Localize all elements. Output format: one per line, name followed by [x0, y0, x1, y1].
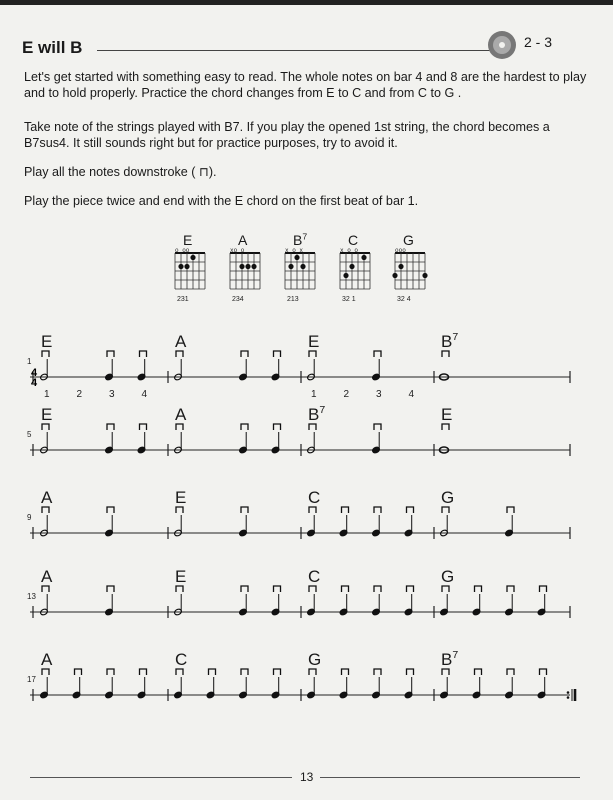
staff-system-1	[0, 332, 613, 412]
intro-paragraph-2: Take note of the strings played with B7. If you play the opened 1st string, the chord becomes a B7sus4. It still sounds right but for practice purposes, try to avoid it.	[24, 120, 550, 150]
fingering-numbers: 213	[287, 296, 299, 303]
footer-rule-left	[30, 777, 292, 778]
beat-count: 4	[141, 389, 148, 400]
finger-dot	[239, 264, 244, 269]
chord-label	[293, 231, 307, 248]
downstroke-symbol	[274, 351, 281, 357]
finger-dot	[245, 264, 250, 269]
chord-label	[441, 650, 458, 669]
downstroke-symbol	[309, 507, 316, 513]
downstroke-symbol	[107, 351, 114, 357]
measure-number: 5	[27, 430, 32, 439]
chord-name: B	[441, 650, 453, 669]
chord-name: A	[238, 232, 248, 248]
open-muted-markers: o oo	[175, 247, 190, 254]
downstroke-symbol	[374, 351, 381, 357]
chord-name: A	[41, 488, 53, 507]
chord-superscript: 7	[302, 231, 308, 242]
beat-count: 2	[76, 389, 83, 400]
fingering-numbers: 231	[177, 296, 189, 303]
chord-label	[441, 332, 458, 351]
chord-name: C	[175, 650, 188, 669]
chord-label	[41, 488, 53, 507]
finger-dot	[422, 273, 427, 278]
downstroke-symbol	[42, 507, 49, 513]
chord-name: E	[41, 405, 53, 424]
beat-count: 3	[376, 389, 382, 400]
downstroke-symbol	[42, 669, 49, 675]
measure-number: 13	[27, 592, 36, 601]
intro-paragraph-3: Play all the notes downstroke ( ⊓).	[24, 165, 217, 179]
measure-number: 9	[27, 513, 32, 522]
chord-name: B	[441, 332, 453, 351]
downstroke-symbol	[309, 351, 316, 357]
downstroke-symbol	[342, 507, 349, 513]
downstroke-symbol	[241, 507, 248, 513]
chord-diagrams	[170, 228, 440, 308]
finger-dot	[300, 264, 305, 269]
beat-count: 4	[408, 389, 415, 400]
downstroke-symbol	[42, 351, 49, 357]
downstroke-symbol	[442, 424, 449, 430]
downstroke-symbol	[309, 586, 316, 592]
downstroke-symbol	[507, 669, 514, 675]
measure-number: 17	[27, 675, 36, 684]
downstroke-symbol	[107, 424, 114, 430]
chord-label	[41, 650, 53, 669]
downstroke-symbol	[374, 507, 381, 513]
chord-label	[308, 405, 325, 424]
downstroke-symbol	[42, 424, 49, 430]
staff-system-4	[0, 567, 613, 647]
finger-dot	[392, 273, 397, 278]
chord-name: E	[441, 405, 453, 424]
downstroke-symbol	[475, 669, 482, 675]
title-rule	[97, 50, 497, 51]
downstroke-symbol	[42, 586, 49, 592]
open-muted-markers: x o x	[285, 247, 304, 254]
downstroke-symbol	[274, 424, 281, 430]
open-muted-markers: xo o	[230, 247, 245, 254]
downstroke-symbol	[342, 669, 349, 675]
downstroke-symbol	[407, 669, 414, 675]
downstroke-symbol	[442, 507, 449, 513]
downstroke-symbol	[407, 507, 414, 513]
finger-dot	[184, 264, 189, 269]
chord-name: A	[175, 405, 187, 424]
finger-dot	[251, 264, 256, 269]
downstroke-symbol	[176, 669, 183, 675]
downstroke-symbol	[107, 669, 114, 675]
repeat-dot	[567, 696, 570, 699]
downstroke-symbol	[176, 424, 183, 430]
downstroke-symbol	[442, 669, 449, 675]
chord-name: E	[175, 488, 187, 507]
chord-name: G	[308, 650, 322, 669]
downstroke-symbol	[241, 424, 248, 430]
chord-name: G	[441, 567, 455, 586]
downstroke-symbol	[107, 507, 114, 513]
downstroke-symbol	[241, 351, 248, 357]
chord-label	[175, 650, 187, 669]
finger-dot	[190, 255, 195, 260]
fingering-numbers: 32 1	[342, 296, 356, 303]
downstroke-symbol	[374, 586, 381, 592]
chord-label	[441, 405, 452, 424]
downstroke-symbol	[274, 586, 281, 592]
downstroke-symbol	[209, 669, 216, 675]
chord-superscript: 7	[452, 332, 459, 344]
chord-label	[175, 567, 186, 586]
downstroke-symbol	[374, 424, 381, 430]
beat-count: 3	[109, 389, 115, 400]
chord-label	[41, 405, 52, 424]
chord-name: A	[41, 567, 53, 586]
chord-label	[441, 567, 454, 586]
repeat-dot	[567, 691, 570, 694]
chord-name: B	[308, 405, 320, 424]
chord-name: G	[441, 488, 455, 507]
downstroke-symbol	[442, 351, 449, 357]
downstroke-symbol	[442, 586, 449, 592]
chord-label	[403, 232, 414, 248]
intro-paragraph-4: Play the piece twice and end with the E chord on the first beat of bar 1.	[24, 194, 419, 208]
downstroke-symbol	[309, 424, 316, 430]
finger-dot	[294, 255, 299, 260]
cd-icon	[487, 30, 517, 60]
staff-system-3	[0, 488, 613, 568]
downstroke-symbol	[540, 669, 547, 675]
finger-dot	[178, 264, 183, 269]
downstroke-symbol	[176, 586, 183, 592]
footer-rule-right	[320, 777, 580, 778]
beat-count: 2	[343, 389, 350, 400]
chord-name: C	[308, 488, 321, 507]
finger-dot	[288, 264, 293, 269]
staff-system-5	[0, 650, 613, 730]
chord-label	[41, 567, 53, 586]
chord-name: B	[293, 232, 303, 248]
measure-number: 1	[27, 357, 32, 366]
chord-label	[308, 567, 320, 586]
finger-dot	[343, 273, 348, 278]
chord-label	[183, 232, 192, 248]
chord-label	[41, 332, 52, 351]
downstroke-symbol	[374, 669, 381, 675]
chord-name: E	[41, 332, 53, 351]
finger-dot	[361, 255, 366, 260]
downstroke-symbol	[140, 351, 147, 357]
finger-dot	[398, 264, 403, 269]
chord-name: E	[175, 567, 187, 586]
downstroke-symbol	[107, 586, 114, 592]
chord-name: C	[348, 232, 359, 248]
downstroke-symbol	[540, 586, 547, 592]
finger-dot	[349, 264, 354, 269]
downstroke-symbol	[140, 424, 147, 430]
downstroke-symbol	[407, 586, 414, 592]
open-muted-markers: x o o	[340, 247, 359, 254]
downstroke-symbol	[241, 586, 248, 592]
chord-name: E	[183, 232, 193, 248]
time-signature-top: 4	[31, 367, 38, 379]
downstroke-symbol	[176, 507, 183, 513]
page-number: 13	[300, 770, 314, 784]
downstroke-symbol	[75, 669, 82, 675]
chord-label	[308, 650, 321, 669]
chord-label	[308, 332, 319, 351]
downstroke-symbol	[475, 586, 482, 592]
chord-superscript: 7	[452, 650, 459, 662]
downstroke-symbol	[507, 507, 514, 513]
time-signature-bottom: 4	[31, 377, 38, 389]
chord-label	[175, 488, 186, 507]
fingering-numbers: 234	[232, 296, 244, 303]
downstroke-symbol	[241, 669, 248, 675]
track-number: 2 - 3	[524, 34, 553, 50]
chord-label	[308, 488, 320, 507]
downstroke-symbol	[140, 669, 147, 675]
chord-label	[238, 232, 248, 248]
page-title: E will B	[22, 38, 83, 57]
chord-label	[175, 332, 187, 351]
chord-superscript: 7	[319, 405, 326, 417]
beat-count: 1	[311, 389, 317, 400]
fingering-numbers: 32 4	[397, 296, 411, 303]
top-edge-bar	[0, 0, 613, 5]
open-muted-markers: ooo	[395, 247, 406, 254]
chord-label	[348, 232, 358, 248]
downstroke-symbol	[309, 669, 316, 675]
chord-name: A	[41, 650, 53, 669]
chord-name: G	[403, 232, 414, 248]
beat-count: 1	[44, 389, 50, 400]
chord-name: E	[308, 332, 320, 351]
downstroke-symbol	[274, 669, 281, 675]
intro-paragraph-1: Let's get started with something easy to read. The whole notes on bar 4 and 8 are the hardest to play and to hold properly. Practice the chord changes from E to C and from C to G .	[24, 70, 587, 100]
staff-system-2	[0, 405, 613, 485]
downstroke-symbol	[342, 586, 349, 592]
downstroke-symbol	[176, 351, 183, 357]
chord-label	[175, 405, 187, 424]
downstroke-symbol	[507, 586, 514, 592]
chord-label	[441, 488, 454, 507]
chord-name: A	[175, 332, 187, 351]
chord-name: C	[308, 567, 321, 586]
